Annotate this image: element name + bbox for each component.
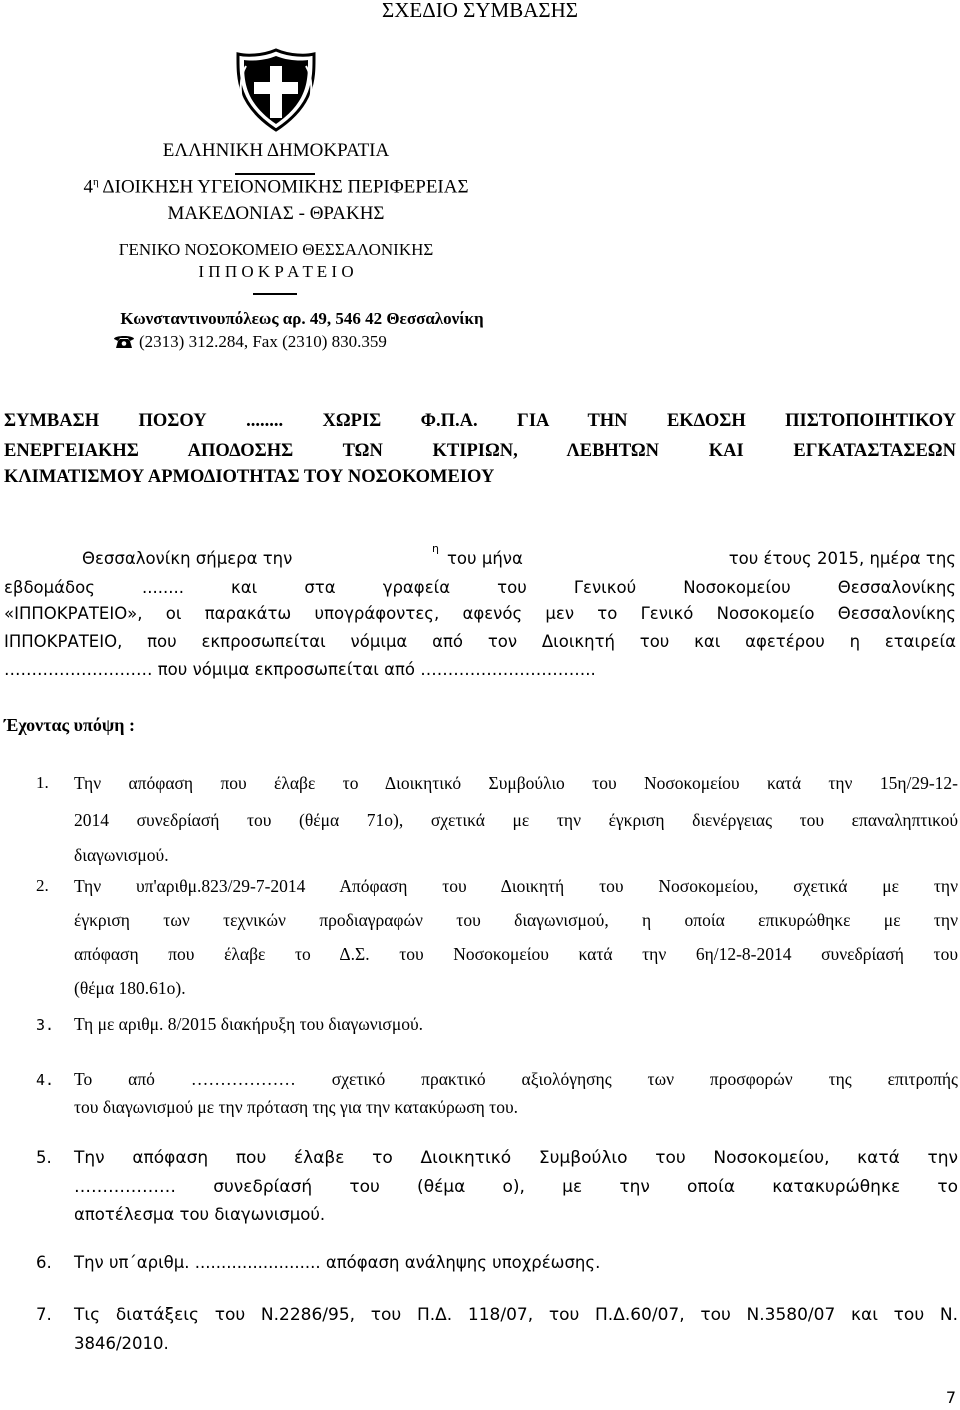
item-number: 6. <box>36 1253 52 1272</box>
divider <box>253 293 297 295</box>
item-line: αποτέλεσμα του διαγωνισμού. <box>74 1205 326 1224</box>
telephone-icon <box>113 333 135 349</box>
intro-text: Θεσσαλονίκη σήμερα την <box>82 549 293 568</box>
item-line: ……………… συνεδρίασή του (θέμα ο), με την οποία κατακυρώθηκε το <box>74 1177 958 1197</box>
item-line: Την απόφαση που έλαβε το Διοικητικό Συμβούλιο του Νοσοκομείου κατά την 15η/29-12- <box>74 773 958 793</box>
intro-day-suffix: η <box>432 542 439 555</box>
republic-heading: ΕΛΛΗΝΙΚΗ ΔΗΜΟΚΡΑΤΙΑ <box>162 140 390 161</box>
address: Κωνσταντινουπόλεως αρ. 49, 546 42 Θεσσαλονίκη <box>120 309 484 328</box>
intro-year-text: του έτους 2015, ημέρα της <box>728 549 956 568</box>
region-text: ΔΙΟΙΚΗΣΗ ΥΓΕΙΟΝΟΜΙΚΗΣ ΠΕΡΙΦΕΡΕΙΑΣ <box>102 176 469 198</box>
intro-line-5: ……………………… που νόμιμα εκπροσωπείται από ………………………….. <box>4 660 596 679</box>
subject-line-2: ΕΝΕΡΓΕΙΑΚΗΣ ΑΠΟΔΟΣΗΣ ΤΩΝ ΚΤΙΡΙΩΝ, ΛΕΒΗΤΩΝ ΚΑΙ ΕΓΚΑΤΑΣΤΑΣΕΩΝ <box>4 441 956 461</box>
subject-line-1: ΣΥΜΒΑΣΗ ΠΟΣΟΥ ........ ΧΩΡΙΣ Φ.Π.Α. ΓΙΑ ΤΗΝ ΕΚΔΟΣΗ ΠΙΣΤΟΠΟΙΗΤΙΚΟΥ <box>4 411 956 431</box>
divider <box>235 173 315 175</box>
item-line: έγκριση των τεχνικών προδιαγραφών του διαγωνισμού, η οποία επικυρώθηκε με την <box>74 910 958 930</box>
intro-month-text: του μήνα <box>447 549 523 568</box>
subject-line-3: ΚΛΙΜΑΤΙΣΜΟΥ ΑΡΜΟΔΙΟΤΗΤΑΣ ΤΟΥ ΝΟΣΟΚΟΜΕΙΟΥ <box>4 467 495 487</box>
item-line: Την απόφαση που έλαβε το Διοικητικό Συμβούλιο του Νοσοκομείου, κατά την <box>74 1148 958 1168</box>
health-region-heading <box>60 176 492 198</box>
considering-heading: Έχοντας υπόψη : <box>4 715 135 735</box>
phone-numbers: (2313) 312.284, Fax (2310) 830.359 <box>139 332 387 351</box>
region-name: ΜΑΚΕΔΟΝΙΑΣ - ΘΡΑΚΗΣ <box>167 203 385 224</box>
item-line: 3846/2010. <box>74 1334 169 1353</box>
item-number: 3. <box>36 1016 55 1034</box>
item-number: 7. <box>36 1305 52 1324</box>
item-line: Τη με αριθμ. 8/2015 διακήρυξη του διαγωνισμού. <box>74 1014 424 1034</box>
item-number: 2. <box>36 876 49 895</box>
item-line: Το από ……………… σχετικό πρακτικό αξιολόγησης των προσφορών της επιτροπής <box>74 1069 958 1089</box>
intro-line-2: εβδομάδος ........ και στα γραφεία του Γενικού Νοσοκομείου Θεσσαλονίκης <box>4 578 956 597</box>
item-number: 5. <box>36 1148 52 1167</box>
item-line: διαγωνισμού. <box>74 845 169 865</box>
region-number-suffix: η <box>92 176 99 188</box>
hospital-heading: ΓΕΝΙΚΟ ΝΟΣΟΚΟΜΕΙΟ ΘΕΣΣΑΛΟΝΙΚΗΣ <box>118 240 434 259</box>
document-title: ΣΧΕΔΙΟ ΣΥΜΒΑΣΗΣ <box>382 0 578 22</box>
phone-line <box>113 332 387 352</box>
item-line: 2014 συνεδρίασή του (θέμα 71ο), σχετικά με την έγκριση διενέργειας του επαναληπτικού <box>74 810 958 830</box>
greek-coat-of-arms-icon <box>232 46 320 134</box>
item-line: (θέμα 180.61ο). <box>74 978 186 998</box>
item-number: 4. <box>36 1071 55 1089</box>
page-number: 7 <box>945 1388 956 1407</box>
intro-line-4: ΙΠΠΟΚΡΑΤΕΙΟ, που εκπροσωπείται νόμιμα από τον Διοικητή του και αφετέρου η εταιρεία <box>4 632 956 651</box>
item-line: Την υπ'αριθμ.823/29-7-2014 Απόφαση του Διοικητή του Νοσοκομείου, σχετικά με την <box>74 876 958 896</box>
intro-line-3: «ΙΠΠΟΚΡΑΤΕΙΟ», οι παρακάτω υπογράφοντες, αφενός μεν το Γενικό Νοσοκομείο Θεσσαλονίκης <box>4 604 956 623</box>
item-line: Την υπ΄αριθμ. ........................ απόφαση ανάληψης υποχρέωσης. <box>74 1253 601 1272</box>
region-number: 4 <box>83 176 93 198</box>
item-line: Τις διατάξεις του Ν.2286/95, του Π.Δ. 118/07, του Π.Δ.60/07, του Ν.3580/07 και του Ν. <box>74 1305 958 1325</box>
item-line: του διαγωνισμού με την πρόταση της για την κατακύρωση του. <box>74 1097 518 1117</box>
item-line: απόφαση που έλαβε το Δ.Σ. του Νοσοκομείου κατά την 6η/12-8-2014 συνεδρίασή του <box>74 944 958 964</box>
item-number: 1. <box>36 773 49 792</box>
hospital-name: Ι Π Π Ο Κ Ρ Α Τ Ε Ι Ο <box>198 262 354 281</box>
